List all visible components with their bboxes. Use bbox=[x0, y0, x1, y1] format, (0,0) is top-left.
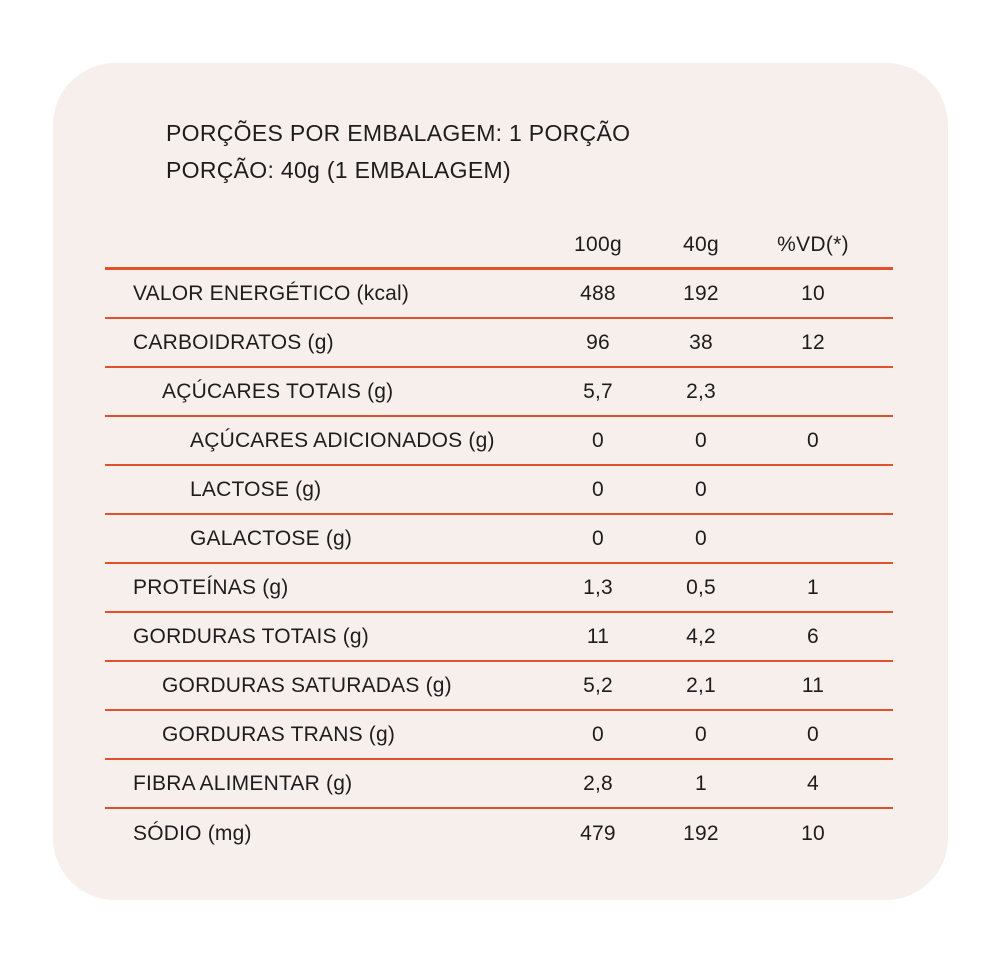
column-header-40g: 40g bbox=[683, 233, 719, 256]
row-label: LACTOSE (g) bbox=[190, 477, 322, 501]
row-label: PROTEÍNAS (g) bbox=[133, 575, 289, 599]
value-cell-40g: 0 bbox=[695, 428, 707, 452]
value-cell-40g: 0,5 bbox=[686, 575, 716, 599]
row-label: AÇÚCARES TOTAIS (g) bbox=[162, 379, 394, 403]
value-cell-100g: 488 bbox=[580, 281, 616, 305]
value-cell-vd: 10 bbox=[801, 281, 825, 305]
value-cell-vd: 4 bbox=[807, 771, 819, 795]
row-label: GORDURAS TRANS (g) bbox=[162, 722, 396, 746]
row-label: GORDURAS TOTAIS (g) bbox=[133, 624, 369, 648]
nutrition-table bbox=[105, 223, 893, 858]
value-cell-100g: 11 bbox=[586, 624, 610, 648]
table-row bbox=[105, 662, 893, 711]
table-row bbox=[105, 564, 893, 613]
value-cell-40g: 2,1 bbox=[686, 673, 716, 697]
row-label: SÓDIO (mg) bbox=[133, 821, 252, 845]
value-cell-40g: 0 bbox=[695, 477, 707, 501]
row-label: GORDURAS SATURADAS (g) bbox=[162, 673, 452, 697]
table-row bbox=[105, 466, 893, 515]
value-cell-100g: 0 bbox=[592, 722, 604, 746]
value-cell-40g: 38 bbox=[689, 330, 713, 354]
table-body bbox=[105, 270, 893, 858]
value-cell-vd: 6 bbox=[807, 624, 819, 648]
value-cell-40g: 192 bbox=[683, 281, 719, 305]
table-row bbox=[105, 417, 893, 466]
value-cell-100g: 0 bbox=[592, 428, 604, 452]
table-row bbox=[105, 711, 893, 760]
value-cell-40g: 1 bbox=[695, 771, 707, 795]
value-cell-vd: 11 bbox=[801, 673, 825, 697]
value-cell-100g: 0 bbox=[592, 526, 604, 550]
nutrition-label-card bbox=[53, 63, 948, 900]
row-label: AÇÚCARES ADICIONADOS (g) bbox=[190, 428, 495, 452]
value-cell-100g: 0 bbox=[592, 477, 604, 501]
value-cell-100g: 96 bbox=[586, 330, 610, 354]
value-cell-40g: 0 bbox=[695, 526, 707, 550]
row-label: GALACTOSE (g) bbox=[190, 526, 353, 550]
value-cell-vd: 0 bbox=[807, 428, 819, 452]
table-row bbox=[105, 760, 893, 809]
value-cell-100g: 1,3 bbox=[583, 575, 613, 599]
column-header-100g: 100g bbox=[574, 233, 622, 256]
serving-info bbox=[166, 115, 630, 189]
table-row bbox=[105, 515, 893, 564]
row-label: VALOR ENERGÉTICO (kcal) bbox=[133, 281, 410, 305]
serving-size-text: PORÇÃO: 40g (1 EMBALAGEM) bbox=[166, 157, 511, 183]
value-cell-40g: 2,3 bbox=[686, 379, 716, 403]
table-row bbox=[105, 270, 893, 319]
value-cell-vd: 1 bbox=[807, 575, 819, 599]
value-cell-100g: 479 bbox=[580, 821, 616, 845]
column-header-vd: %VD(*) bbox=[777, 233, 849, 256]
row-label: FIBRA ALIMENTAR (g) bbox=[133, 771, 353, 795]
table-header-row bbox=[105, 223, 893, 270]
servings-per-package-text: PORÇÕES POR EMBALAGEM: 1 PORÇÃO bbox=[166, 120, 631, 146]
value-cell-40g: 192 bbox=[683, 821, 719, 845]
value-cell-100g: 2,8 bbox=[583, 771, 613, 795]
value-cell-vd: 12 bbox=[801, 330, 825, 354]
table-row bbox=[105, 613, 893, 662]
value-cell-vd: 10 bbox=[801, 821, 825, 845]
value-cell-vd: 0 bbox=[807, 722, 819, 746]
row-label: CARBOIDRATOS (g) bbox=[133, 330, 334, 354]
value-cell-100g: 5,2 bbox=[583, 673, 613, 697]
value-cell-40g: 0 bbox=[695, 722, 707, 746]
table-row bbox=[105, 368, 893, 417]
table-row bbox=[105, 809, 893, 858]
table-row bbox=[105, 319, 893, 368]
value-cell-100g: 5,7 bbox=[583, 379, 613, 403]
value-cell-40g: 4,2 bbox=[686, 624, 716, 648]
